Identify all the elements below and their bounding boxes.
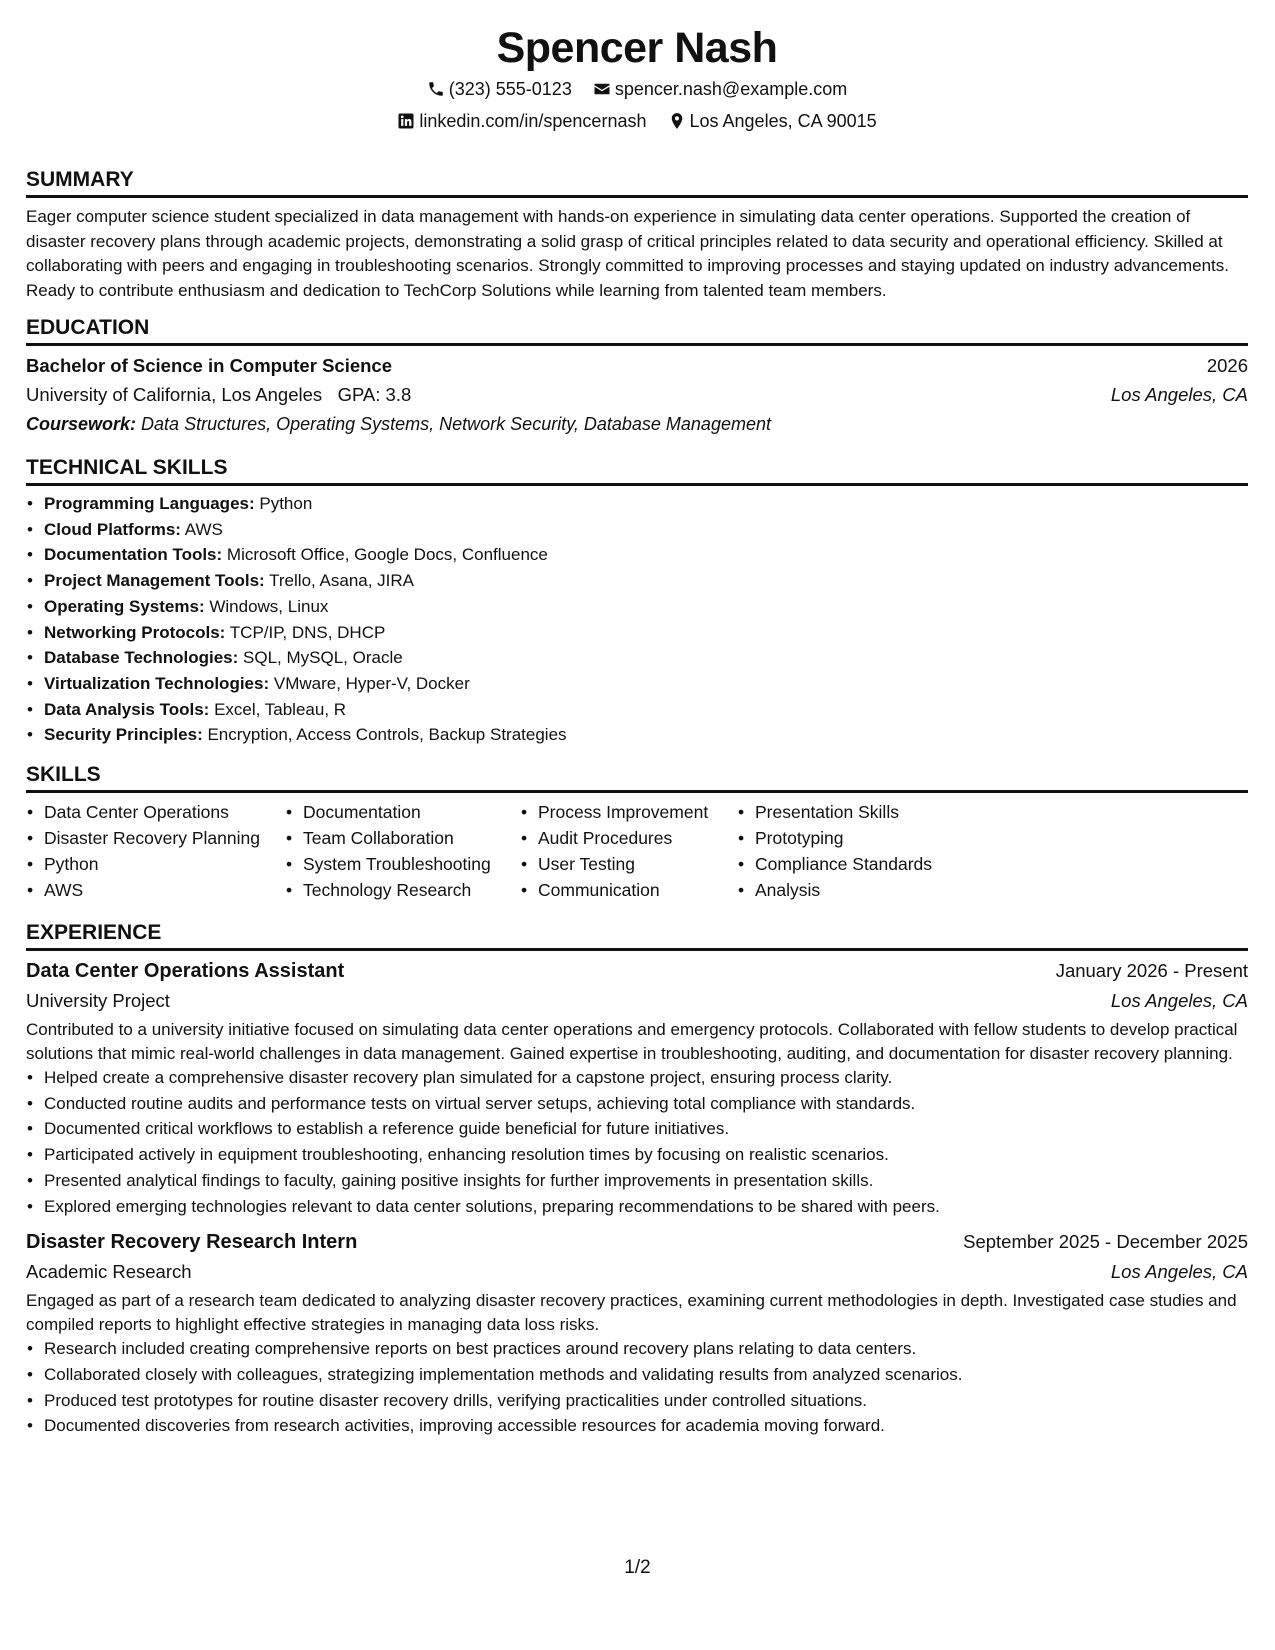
technical-skill-value: Excel, Tableau, R [214,699,347,719]
technical-skill-item [44,517,1248,543]
job-bullet: • Explored emerging technologies relevant to data center solutions, preparing recommendations to be shared with peers. [44,1194,1248,1220]
coursework-text: Data Structures, Operating Systems, Network Security, Database Management [141,414,771,434]
technical-skill-label: Project Management Tools: [44,571,265,591]
school-location: Los Angeles, CA [1110,384,1248,405]
contact-row [26,110,1248,136]
job-location: Los Angeles, CA [1110,990,1248,1012]
education-entry [26,352,1248,439]
skill-item: • Documentation [303,799,520,825]
section-title-summary: SUMMARY [26,166,1248,198]
skills-column [285,799,520,903]
school-line [26,380,411,409]
phone-contact [427,78,572,100]
technical-skill-item [44,594,1248,620]
job-title: Data Center Operations Assistant [26,960,345,983]
job-bullet: • Conducted routine audits and performance tests on virtual server setups, achieving total compliance with standards. [44,1091,1248,1117]
technical-skill-item [44,620,1248,646]
technical-skill-value: VMware, Hyper-V, Docker [273,673,470,693]
technical-skill-label: Database Technologies: [44,648,239,668]
job-bullet: • Produced test prototypes for routine disaster recovery drills, verifying practicalities under controlled situations. [44,1388,1248,1414]
technical-skill-item [44,697,1248,723]
technical-skill-label: Operating Systems: [44,596,205,616]
skills-column [520,799,737,903]
section-title-experience: EXPERIENCE [26,919,1248,951]
skill-item: • System Troubleshooting [303,851,520,877]
technical-skill-value: TCP/IP, DNS, DHCP [229,622,386,642]
technical-skill-item [44,568,1248,594]
technical-skill-value: AWS [184,519,223,539]
location-contact [668,110,877,132]
location-text: Los Angeles, CA 90015 [689,111,877,131]
envelope-icon [593,80,611,98]
job-bullet: • Documented critical workflows to establish a reference guide beneficial for future initiatives. [44,1116,1248,1142]
technical-skill-label: Documentation Tools: [44,545,223,565]
degree-title: Bachelor of Science in Computer Science [26,355,392,376]
technical-skills-list [26,491,1248,748]
technical-skill-item [44,645,1248,671]
technical-skill-item [44,542,1248,568]
email-link[interactable]: spencer.nash@example.com [614,79,848,99]
technical-skill-value: SQL, MySQL, Oracle [243,648,403,668]
job-location: Los Angeles, CA [1110,1261,1248,1283]
skill-item: • Audit Procedures [538,825,737,851]
phone-icon [427,80,445,98]
skill-item: • Process Improvement [538,799,737,825]
skill-item: • Presentation Skills [755,799,977,825]
resume-page [26,0,1248,1439]
section-title-technical-skills: TECHNICAL SKILLS [26,454,1248,486]
technical-skill-item [44,491,1248,517]
technical-skill-value: Python [259,494,313,513]
linkedin-contact[interactable] [397,110,646,132]
technical-skill-item [44,722,1248,748]
skill-item: • Disaster Recovery Planning [44,825,285,851]
page-number: 1/2 [624,1557,651,1578]
job-bullet: • Participated actively in equipment troubleshooting, enhancing resolution times by focusing on realistic scenarios. [44,1142,1248,1168]
graduation-year: 2026 [1206,355,1248,376]
email-contact[interactable] [593,78,847,100]
job-title: Disaster Recovery Research Intern [26,1231,358,1254]
linkedin-link[interactable]: linkedin.com/in/spencernash [419,111,647,131]
technical-skill-value: Windows, Linux [209,596,329,616]
section-title-skills: SKILLS [26,761,1248,793]
technical-skill-value: Encryption, Access Controls, Backup Strategies [207,725,567,745]
phone-text: (323) 555-0123 [448,79,572,99]
skill-item: • AWS [44,877,285,903]
coursework-label: Coursework: [26,414,137,434]
job-organization: Academic Research [26,1261,192,1283]
technical-skill-item [44,671,1248,697]
job-dates: January 2026 - Present [1055,960,1248,982]
skill-item: • Communication [538,877,737,903]
technical-skill-label: Virtualization Technologies: [44,673,270,693]
skill-item: • Analysis [755,877,977,903]
technical-skill-label: Data Analysis Tools: [44,699,210,719]
job-description: Engaged as part of a research team dedicated to analyzing disaster recovery practices, examining current methodologies in depth. Investigated case studies and compiled reports to highlight effective strategies in managing data loss risks. [26,1291,1237,1334]
technical-skill-value: Microsoft Office, Google Docs, Confluence [226,545,548,565]
skill-item: • User Testing [538,851,737,877]
technical-skill-value: Trello, Asana, JIRA [269,571,415,591]
section-title-education: EDUCATION [26,314,1248,346]
job-organization: University Project [26,990,170,1012]
experience-list [26,956,1248,1439]
skill-item: • Team Collaboration [303,825,520,851]
technical-skill-label: Security Principles: [44,725,203,745]
skill-item: • Data Center Operations [44,799,285,825]
skill-item: • Technology Research [303,877,520,903]
skills-grid [26,799,1248,903]
contact-row [26,78,1248,104]
job-bullet-list [26,1336,1248,1439]
job-bullet: • Collaborated closely with colleagues, strategizing implementation methods and validating results from analyzed scenarios. [44,1362,1248,1388]
skill-item: • Prototyping [755,825,977,851]
summary-text: Eager computer science student specialized in data management with hands-on experience in simulating data center operations. Supported the creation of disaster recovery plans through academic projects, demonstrating a solid grasp of critical principles related to data security and operational efficiency. Skilled at collaborating with peers and engaging in troubleshooting scenarios. Strongly committed to improving processes and staying updated on industry advancements. Ready to contribute enthusiasm and dedication to TechCorp Solutions while learning from talented team members. [26,207,1229,300]
skill-item: • Python [44,851,285,877]
technical-skill-label: Cloud Platforms: [44,519,181,539]
map-pin-icon [668,112,686,130]
experience-entry [26,956,1248,1219]
job-bullet: • Helped create a comprehensive disaster recovery plan simulated for a capstone project, ensuring process clarity. [44,1065,1248,1091]
linkedin-icon [397,112,415,130]
gpa-text: GPA: 3.8 [337,384,412,405]
school-name: University of California, Los Angeles [26,384,323,405]
skill-item: • Compliance Standards [755,851,977,877]
skills-column [26,799,285,903]
job-bullet: • Research included creating comprehensive reports on best practices around recovery plans relating to data centers. [44,1336,1248,1362]
technical-skill-label: Networking Protocols: [44,622,226,642]
technical-skill-label: Programming Languages: [44,494,255,513]
skills-column [737,799,977,903]
candidate-name: Spencer Nash [496,24,778,72]
job-description: Contributed to a university initiative focused on simulating data center operations and emergency protocols. Collaborated with fellow students to develop practical solutions that mimic real-world challenges in data management. Gained expertise in troubleshooting, auditing, and documentation for disaster recovery planning. [26,1020,1238,1063]
job-bullet-list [26,1065,1248,1219]
job-bullet: • Documented discoveries from research activities, improving accessible resources for academia moving forward. [44,1413,1248,1439]
job-bullet: • Presented analytical findings to faculty, gaining positive insights for further improvements in presentation skills. [44,1168,1248,1194]
job-dates: September 2025 - December 2025 [963,1231,1248,1253]
coursework-line [26,409,1248,439]
experience-entry [26,1227,1248,1439]
